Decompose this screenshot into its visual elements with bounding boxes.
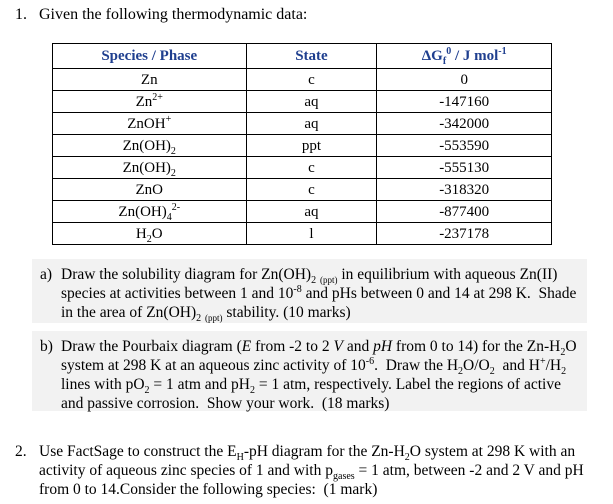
table-row	[53, 157, 552, 179]
state-cell: c	[246, 157, 377, 179]
thermodynamic-data-table	[52, 43, 552, 245]
species-cell: $Zn(OH)_2$	[53, 135, 247, 157]
delta-g-cell: 0	[377, 69, 552, 91]
state-cell: aq	[246, 201, 377, 223]
state-cell: l	[246, 223, 377, 245]
state-cell: c	[246, 69, 377, 91]
header-state: State	[246, 44, 377, 69]
question-1	[15, 6, 307, 24]
table-row	[53, 135, 552, 157]
delta-g-cell: -553590	[377, 135, 552, 157]
delta-g-cell: -877400	[377, 201, 552, 223]
part-a-label: a)	[40, 266, 53, 283]
part-a-box	[32, 259, 587, 323]
table-row	[53, 223, 552, 245]
state-cell: ppt	[246, 135, 377, 157]
part-b-box	[32, 331, 587, 411]
question-2	[15, 442, 595, 499]
species-cell: $Zn(OH)_2$	[53, 157, 247, 179]
question-number: 2.	[15, 443, 27, 460]
species-cell: ZnO	[53, 179, 247, 201]
part-a-text: Draw the solubility diagram for $Zn(OH)_2$ $_{(ppt)}$ in equilibrium with aqueous Zn(II) species at activities between 1 and $10^{-8}$ and pHs between 0 and 14 at 298 K. Shade in the area of $Zn(OH)_2$ $_{(ppt)}$ stability. (10 marks)	[61, 266, 577, 325]
species-cell: ZnOH+	[53, 113, 247, 135]
state-cell: aq	[246, 91, 377, 113]
part-b-label: b)	[40, 338, 53, 355]
header-delta-g: $\Delta G_f^0$ / J mol$^{-1}$	[377, 44, 552, 69]
species-cell: $Zn(OH)_4^{2-}$	[53, 201, 247, 223]
header-species-phase: Species / Phase	[53, 44, 247, 69]
delta-g-cell: -342000	[377, 113, 552, 135]
table-row	[53, 113, 552, 135]
state-cell: aq	[246, 113, 377, 135]
state-cell: c	[246, 179, 377, 201]
delta-g-cell: -147160	[377, 91, 552, 113]
table-row	[53, 201, 552, 223]
table-row	[53, 179, 552, 201]
delta-g-cell: -237178	[377, 223, 552, 245]
question-text: Use FactSage to construct the $E_H-pH$ diagram for the $Zn-H_2O$ system at 298 K with an activity of aqueous zinc species of 1 and with $p_{gases} = 1$ atm, between -2 and 2 V and pH from 0 to 14.Consider the following species: (1 mark)	[39, 443, 584, 498]
species-cell: Zn	[53, 69, 247, 91]
delta-g-cell: -318320	[377, 179, 552, 201]
species-cell: $Zn^{2+}$	[53, 91, 247, 113]
table-row	[53, 69, 552, 91]
table-header-row	[53, 44, 552, 69]
delta-g-cell: -555130	[377, 157, 552, 179]
question-number: 1.	[15, 6, 27, 23]
part-b-text: Draw the Pourbaix diagram (E from -2 to 2 V and pH from 0 to 14) for the $Zn-H_2O$ system at 298 K at an aqueous zinc activity of $10^{-6}$. Draw the $H_2O/O_2$ and $H^+/H_2$ lines with $pO_2 = 1$ atm and $pH_2 = 1$ atm, respectively. Label the regions of active and passive corrosion. Show your work. (18 marks)	[61, 338, 577, 412]
table-row	[53, 91, 552, 113]
question-text: Given the following thermodynamic data:	[39, 6, 308, 23]
species-cell: $H_2O$	[53, 223, 247, 245]
